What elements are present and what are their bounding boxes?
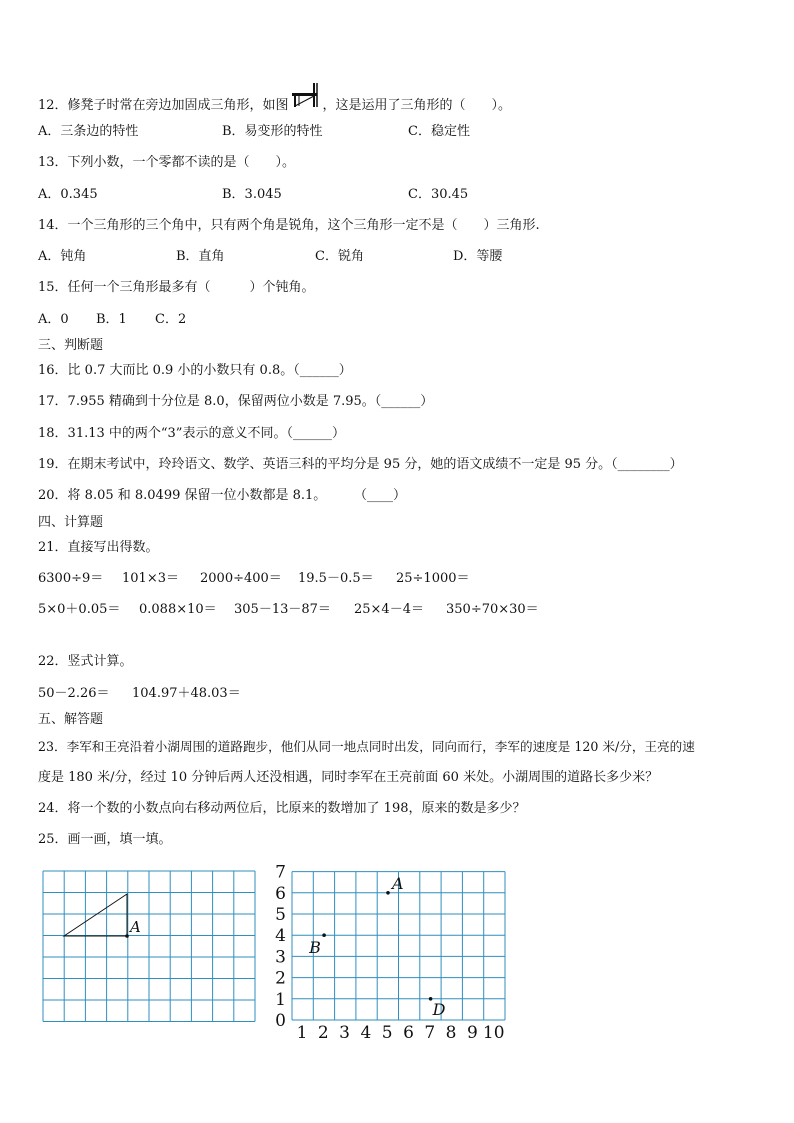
option: C．锐角 — [315, 249, 364, 264]
question-13: 13．下列小数，一个零都不读的是（ ）。 — [38, 155, 296, 170]
option: B．直角 — [176, 249, 225, 264]
calc-item: 101×3＝ — [122, 571, 179, 586]
stool-icon — [291, 82, 321, 108]
option: A．0.345 — [38, 187, 98, 202]
section-heading-calc: 四、计算题 — [38, 515, 104, 530]
question-23-line-2: 度是 180 米/分，经过 10 分钟后两人还没相遇，同时李军在王亮前面 60 米处。小湖周围的道路长多少米？ — [38, 770, 659, 785]
x-tick-label: 9 — [466, 1023, 478, 1043]
calc-item: 25÷1000＝ — [396, 571, 470, 586]
calc-item: 350÷70×30＝ — [446, 602, 539, 617]
question-14: 14．一个三角形的三个角中，只有两个角是锐角，这个三角形一定不是（ ）三角形. — [38, 218, 540, 233]
point-label: B — [309, 938, 321, 958]
x-tick-label: 5 — [381, 1023, 393, 1043]
point-dot — [386, 891, 390, 895]
question-15: 15．任何一个三角形最多有（ ）个钝角。 — [38, 280, 315, 295]
point-dot — [322, 933, 326, 937]
calc-item: 6300÷9＝ — [38, 571, 104, 586]
question-14-options — [38, 248, 538, 266]
calc-item: 50－2.26＝ — [38, 686, 110, 701]
option: B．1 — [96, 312, 127, 327]
question-25: 25．画一画，填一填。 — [38, 832, 172, 847]
x-tick-label: 1 — [296, 1023, 308, 1043]
question-21: 21．直接写出得数。 — [38, 540, 159, 555]
y-tick-label: 6 — [275, 883, 286, 904]
coordinate-grid-figure — [262, 858, 524, 1043]
question-12 — [38, 88, 511, 115]
question-15-options — [38, 311, 338, 329]
option: A．三条边的特性 — [38, 124, 139, 139]
calc-item: 0.088×10＝ — [139, 602, 217, 617]
x-axis-labels — [297, 1023, 505, 1043]
x-tick-label: 8 — [445, 1023, 457, 1043]
x-tick-label: 2 — [317, 1023, 329, 1043]
y-tick-label: 1 — [275, 989, 286, 1010]
y-tick-label: 3 — [275, 947, 286, 968]
question-23-line-1: 23．李军和王亮沿着小湖周围的道路跑步，他们从同一地点同时出发，同向而行，李军的速度是 120 米/分，王亮的速 — [38, 739, 695, 754]
calc-row-3 — [38, 685, 338, 703]
calc-item: 305－13－87＝ — [234, 602, 331, 617]
section-heading-judge: 三、判断题 — [38, 338, 104, 353]
calc-item: 5×0＋0.05＝ — [38, 602, 121, 617]
option: B．易变形的特性 — [222, 124, 323, 139]
question-19: 19．在期末考试中，玲玲语文、数学、英语三科的平均分是 95 分，她的语文成绩不一定是 95 分。（________） — [38, 457, 683, 472]
option: B．3.045 — [222, 187, 282, 202]
question-12-text-after: ，这是运用了三角形的（ ）。 — [322, 98, 512, 113]
y-axis-labels — [275, 863, 286, 1031]
y-tick-label: 7 — [275, 862, 286, 883]
calc-row-1 — [38, 570, 518, 588]
coordinate-grid-lines — [292, 872, 505, 1020]
y-tick-label: 5 — [275, 905, 286, 925]
question-12-text-before: 12．修凳子时常在旁边加固成三角形，如图 — [38, 98, 289, 113]
question-20-text: 20．将 8.05 和 8.0499 保留一位小数都是 8.1。 — [38, 488, 327, 503]
question-17: 17．7.955 精确到十分位是 8.0，保留两位小数是 7.95。（______） — [38, 394, 434, 409]
calc-item: 19.5－0.5＝ — [298, 571, 374, 586]
question-22: 22．竖式计算。 — [38, 654, 133, 669]
question-13-options — [38, 186, 538, 204]
y-tick-label: 4 — [275, 926, 286, 947]
question-18: 18．31.13 中的两个“3”表示的意义不同。（______） — [38, 426, 345, 441]
option: A．钝角 — [38, 249, 87, 264]
question-16: 16．比 0.7 大而比 0.9 小的小数只有 0.8。（______） — [38, 363, 352, 378]
question-12-options — [38, 123, 538, 141]
y-tick-label: 2 — [275, 968, 286, 989]
calc-item: 2000÷400＝ — [200, 571, 282, 586]
triangle-grid-figure — [40, 868, 265, 1028]
question-24: 24．将一个数的小数点向右移动两位后，比原来的数增加了 198，原来的数是多少？ — [38, 801, 526, 816]
answer-blank: （____） — [354, 488, 407, 503]
calc-item: 25×4－4＝ — [354, 602, 424, 617]
option: C．30.45 — [408, 187, 469, 202]
x-tick-label: 7 — [424, 1023, 436, 1043]
section-heading-solve: 五、解答题 — [38, 712, 104, 727]
x-tick-label: 3 — [339, 1023, 351, 1043]
x-tick-label: 4 — [360, 1023, 372, 1043]
point-a-dot — [125, 934, 129, 938]
calc-row-2 — [38, 601, 578, 619]
question-20 — [38, 487, 458, 505]
option: C．稳定性 — [408, 124, 470, 139]
option: D．等腰 — [453, 249, 503, 264]
point-a-label: A — [130, 918, 141, 936]
point-label: D — [432, 999, 446, 1019]
calc-item: 104.97＋48.03＝ — [132, 686, 241, 701]
stool-illustration — [291, 88, 321, 110]
triangle — [64, 894, 127, 936]
left-grid-lines — [43, 871, 255, 1022]
option: A．0 — [38, 312, 69, 327]
point-label: A — [392, 873, 404, 893]
option: C．2 — [155, 312, 187, 327]
y-tick-label: 0 — [275, 1011, 286, 1031]
x-tick-label: 6 — [403, 1023, 414, 1043]
x-tick-label: 10 — [482, 1023, 505, 1043]
